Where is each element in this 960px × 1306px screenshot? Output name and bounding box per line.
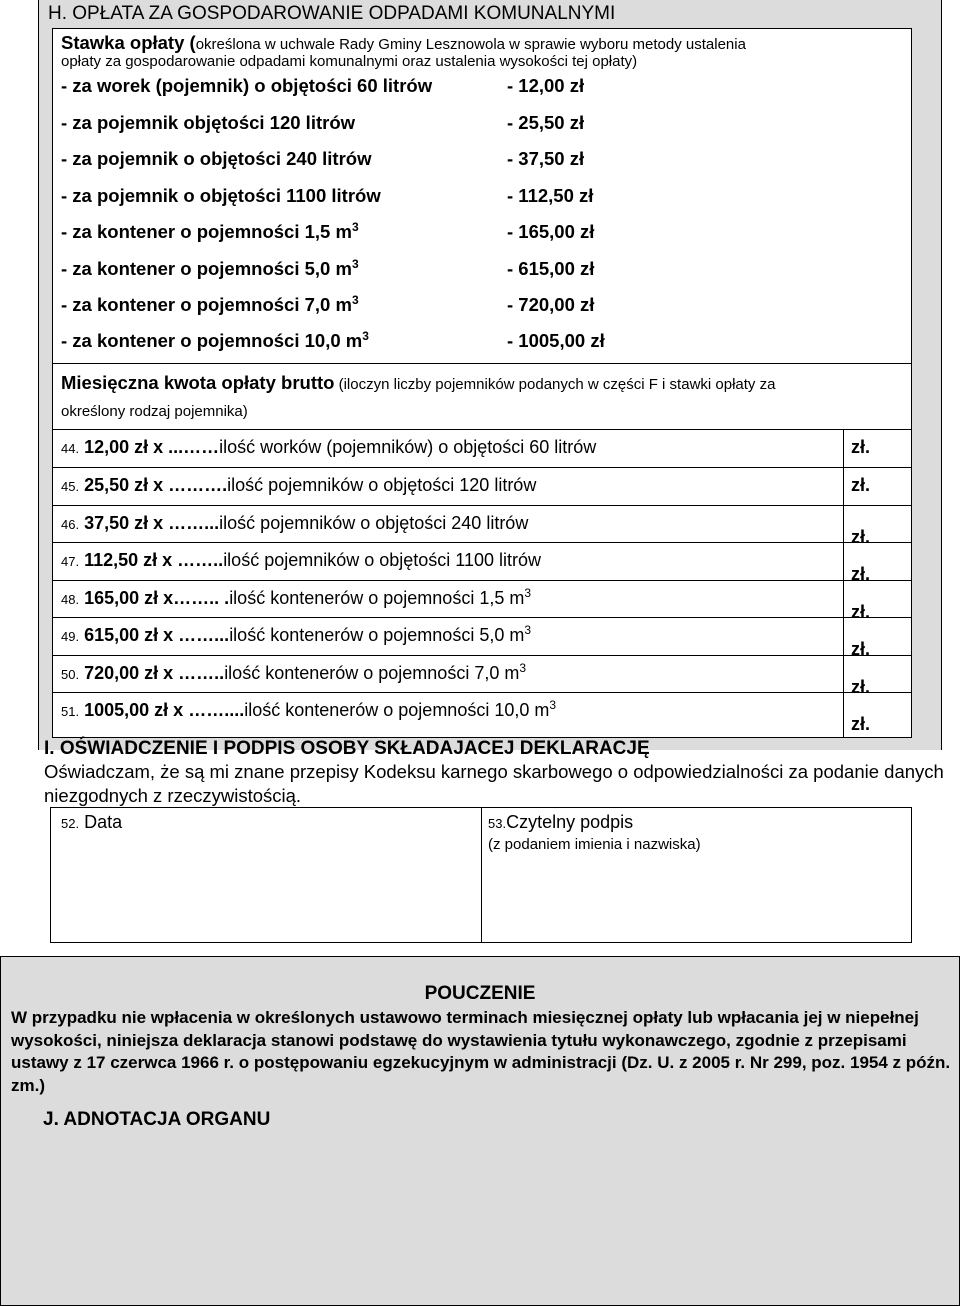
rate-label-text: - za pojemnik o objętości 240 litrów: [61, 148, 372, 169]
fee-item-row[interactable]: [61, 513, 528, 534]
divider: [53, 363, 911, 364]
item-amount: 615,00 zł x: [84, 625, 174, 645]
stawka-heading: [61, 32, 746, 54]
rate-value: - 112,50 zł: [507, 185, 594, 206]
signature-note: (z podaniem imienia i nazwiska): [488, 836, 701, 853]
superscript: 3: [549, 698, 557, 712]
currency-unit: zł.: [851, 437, 871, 457]
fee-item-row[interactable]: [61, 625, 531, 646]
superscript: 3: [351, 257, 359, 271]
rate-value: - 37,50 zł: [507, 148, 585, 169]
item-description: ilość pojemników o objętości 120 litrów: [227, 475, 537, 495]
item-number: 44.: [61, 441, 80, 456]
signature-box: [50, 807, 912, 943]
divider: [53, 429, 911, 430]
item-amount: 112,50 zł x: [84, 550, 173, 570]
rate-label-text: - za kontener o pojemności 10,0 m: [61, 330, 363, 351]
item-number: 50.: [61, 667, 80, 682]
fee-item-row[interactable]: [61, 550, 541, 571]
item-number: 46.: [61, 517, 80, 532]
superscript: 3: [524, 623, 532, 637]
fee-item-row[interactable]: [61, 663, 526, 684]
row-divider: [53, 692, 911, 693]
rate-value: - 615,00 zł: [507, 258, 595, 279]
item-dots: ……...: [173, 625, 230, 645]
item-description: ilość pojemników o objętości 240 litrów: [219, 513, 529, 533]
item-number: 51.: [61, 704, 80, 719]
item-amount: 165,00 zł x: [84, 588, 174, 608]
pouczenie-title: POUCZENIE: [424, 983, 536, 1004]
item-dots: ……..: [172, 550, 224, 570]
monthly-desc: (iloczyn liczby pojemników podanych w części F i stawki opłaty za: [334, 376, 776, 393]
stawka-desc: określona w uchwale Rady Gminy Lesznowola w sprawie wyboru metody ustalenia: [195, 36, 746, 53]
signature-label: Czytelny podpis: [506, 812, 634, 832]
currency-unit: zł.: [851, 602, 871, 622]
rate-label: [61, 148, 371, 170]
rate-label: [61, 294, 359, 316]
item-description: ilość kontenerów o pojemności 1,5 m: [229, 588, 525, 608]
item-amount: 1005,00 zł x: [84, 700, 184, 720]
rate-label-text: - za kontener o pojemności 1,5 m: [61, 221, 352, 242]
date-label: Data: [84, 812, 123, 832]
section-i-title: I. OŚWIADCZENIE I PODPIS OSOBY SKŁADAJACEJ DEKLARACJĘ: [44, 738, 650, 759]
row-divider: [53, 467, 911, 468]
row-divider: [53, 655, 911, 656]
rate-label: [61, 112, 355, 134]
rate-label-text: - za pojemnik objętości 120 litrów: [61, 112, 356, 133]
currency-unit: zł.: [851, 639, 871, 659]
item-dots: ...……: [163, 437, 220, 457]
rate-label-text: - za kontener o pojemności 5,0 m: [61, 258, 352, 279]
superscript: 3: [351, 220, 359, 234]
row-divider: [53, 542, 911, 543]
item-number: 45.: [61, 479, 80, 494]
rate-label-text: - za kontener o pojemności 7,0 m: [61, 294, 352, 315]
rate-value: - 1005,00 zł: [507, 330, 605, 351]
item-dots: ……..: [173, 663, 225, 683]
item-amount: 720,00 zł x: [84, 663, 174, 683]
row-divider: [53, 580, 911, 581]
currency-unit: zł.: [851, 564, 871, 584]
item-amount: 12,00 zł x: [84, 437, 164, 457]
signature-field[interactable]: [488, 812, 633, 833]
section-j-title: J. ADNOTACJA ORGANU: [43, 1109, 271, 1130]
item-description: ilość worków (pojemników) o objętości 60 litrów: [219, 437, 597, 457]
item-description: ilość pojemników o objętości 1100 litrów: [223, 550, 542, 570]
currency-unit: zł.: [851, 527, 871, 547]
date-field[interactable]: [61, 812, 122, 833]
row-divider: [53, 505, 911, 506]
superscript: 3: [524, 586, 532, 600]
monthly-heading: [61, 372, 775, 394]
monthly-desc-line2: określony rodzaj pojemnika): [61, 403, 248, 420]
stawka-desc-line2: opłaty za gospodarowanie odpadami komunalnymi oraz ustalenia wysokości tej opłaty): [61, 53, 638, 70]
row-divider: [53, 617, 911, 618]
item-number: 49.: [61, 629, 80, 644]
rate-value: - 25,50 zł: [507, 112, 585, 133]
rate-label: [61, 221, 359, 243]
date-number: 52.: [61, 816, 80, 831]
rate-label: [61, 330, 369, 352]
section-h-title: H. OPŁATA ZA GOSPODAROWANIE ODPADAMI KOMUNALNYMI: [48, 3, 616, 24]
pouczenie-panel: [0, 956, 960, 1306]
currency-unit: zł.: [851, 475, 871, 495]
rate-value: - 12,00 zł: [507, 75, 585, 96]
rate-label: [61, 185, 381, 207]
monthly-bold: Miesięczna kwota opłaty brutto: [61, 372, 335, 393]
item-number: 47.: [61, 554, 80, 569]
item-description: ilość kontenerów o pojemności 10,0 m: [244, 700, 550, 720]
item-number: 48.: [61, 592, 80, 607]
superscript: 3: [351, 293, 359, 307]
currency-unit: zł.: [851, 714, 871, 734]
rate-label: [61, 258, 359, 280]
item-dots: ……...: [163, 513, 220, 533]
pouczenie-text: W przypadku nie wpłacenia w określonych ustawowo terminach miesięcznej opłaty lub wpłacania jej w niepełnej wysokości, niniejsza deklaracja stanowi podstawę do wystawienia tytułu wykonawczego, zgodnie z przepisami ustawy z 17 czerwca 1966 r. o postępowaniu egzekucyjnym w administracji (Dz. U. z 2005 r. Nr 299, poz. 1954 z późn. zm.): [11, 1008, 951, 1095]
rate-value: - 720,00 zł: [507, 294, 595, 315]
superscript: 3: [362, 329, 369, 343]
item-dots: ……....: [183, 700, 245, 720]
rate-label-text: - za worek (pojemnik) o objętości 60 litrów: [61, 75, 433, 96]
currency-unit: zł.: [851, 677, 871, 697]
item-description: ilość kontenerów o pojemności 7,0 m: [224, 663, 520, 683]
item-dots: …….. .: [173, 588, 230, 608]
zl-column-divider: [843, 429, 844, 737]
fee-box: [52, 28, 912, 738]
item-dots: ……….: [163, 475, 228, 495]
item-amount: 37,50 zł x: [84, 513, 164, 533]
fee-item-row[interactable]: [61, 475, 536, 496]
signature-divider: [481, 808, 482, 942]
fee-item-row[interactable]: [61, 437, 596, 458]
stawka-bold: Stawka opłaty (: [61, 32, 196, 53]
fee-item-row[interactable]: [61, 700, 556, 721]
item-amount: 25,50 zł x: [84, 475, 164, 495]
superscript: 3: [519, 661, 527, 675]
rate-value: - 165,00 zł: [507, 221, 595, 242]
signature-number: 53.: [488, 816, 507, 831]
declaration-text: Oświadczam, że są mi znane przepisy Kodeksu karnego skarbowego o odpowiedzialności za podanie danych niezgodnych z rzeczywistością.: [44, 761, 944, 806]
item-description: ilość kontenerów o pojemności 5,0 m: [229, 625, 525, 645]
rate-label-text: - za pojemnik o objętości 1100 litrów: [61, 185, 381, 206]
fee-item-row[interactable]: [61, 588, 531, 609]
rate-label: [61, 75, 432, 97]
